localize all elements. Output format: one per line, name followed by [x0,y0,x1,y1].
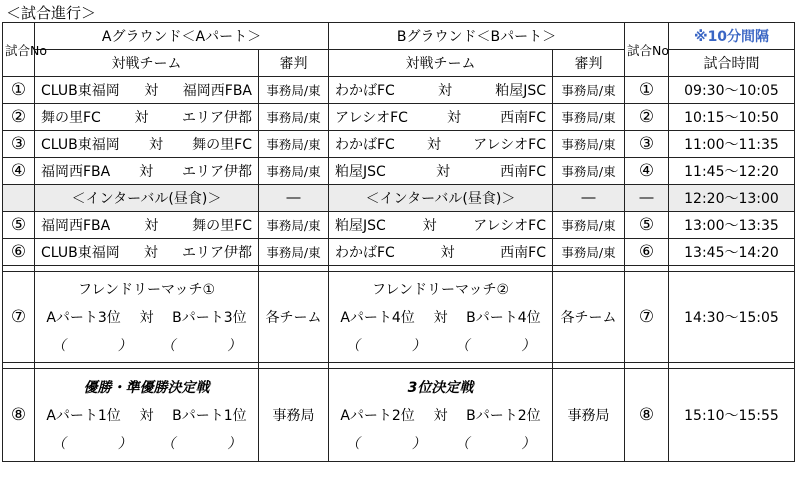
b-team2: 粕屋JSC [495,83,546,99]
a-team1: 福岡西FBA [41,218,111,234]
b-referee: 事務局/東 [553,104,625,131]
match-row [3,104,795,131]
a-referee: 事務局/東 [259,104,329,131]
friendly-row [3,272,795,363]
b-team2: 西南FC [500,245,546,261]
interval-b-dash: ― [553,185,625,212]
header-a-ground: Aグラウンド＜Aパート＞ [35,23,329,50]
match-time: 09:30～10:05 [669,77,795,104]
match-no: ② [3,104,35,131]
a-referee: 事務局/東 [259,212,329,239]
interval-time: 12:20～13:00 [669,185,795,212]
vs-label: 対 [426,137,441,153]
vs-label: 対 [447,110,462,126]
match-time: 11:00～11:35 [669,131,795,158]
match-row [3,212,795,239]
header-a-referee: 審判 [259,50,329,77]
header-time: 試合時間 [669,50,795,77]
final-a-team2: Bパート1位 [172,408,247,424]
b-team1: アレシオFC [335,110,408,126]
final-a-block [35,369,259,462]
header-b-teams: 対戦チーム [329,50,553,77]
final-b-team1: Aパート2位 [340,408,415,424]
final-a-referee: 事務局 [259,369,329,462]
b-team1: わかばFC [335,83,395,99]
page-title: ＜試合進行＞ [6,4,97,22]
a-team1: 舞の里FC [41,110,101,126]
match-no: ⑥ [3,239,35,266]
paren-open: （ [161,436,176,452]
interval-b-label: ＜インターバル(昼食)＞ [329,185,553,212]
match-no-right: ① [625,77,669,104]
a-match [35,212,259,239]
a-referee: 事務局/東 [259,158,329,185]
a-team2: 舞の里FC [192,218,252,234]
b-team1: 粕屋JSC [335,164,386,180]
friendly-a-title: フレンドリーマッチ① [77,282,216,298]
interval-a-label: ＜インターバル(昼食)＞ [35,185,259,212]
b-team2: 西南FC [500,164,546,180]
paren-open: （ [455,436,470,452]
vs-label: 対 [144,218,159,234]
final-b-team2: Bパート2位 [466,408,541,424]
header-b-ground: Bグラウンド＜Bパート＞ [329,23,625,50]
final-no: ⑧ [3,369,35,462]
vs-label: 対 [148,137,163,153]
friendly-a-team2: Bパート3位 [172,310,247,326]
b-match [329,131,553,158]
a-team1: CLUB東福岡 [41,245,120,261]
vs-label: 対 [422,218,437,234]
paren-open: （ [455,338,470,354]
vs-label: 対 [143,245,158,261]
a-match [35,239,259,266]
b-team1: わかばFC [335,245,395,261]
final-b-title: 3位決定戦 [407,380,474,396]
friendly-a-referee: 各チーム [259,272,329,363]
vs-label: 対 [139,408,154,424]
final-time: 15:10～15:55 [669,369,795,462]
b-team1: わかばFC [335,137,395,153]
a-team2: エリア伊都 [181,164,252,180]
friendly-no-right: ⑦ [625,272,669,363]
match-row [3,239,795,266]
paren-close: ） [227,338,242,354]
match-time: 10:15～10:50 [669,104,795,131]
vs-label: 対 [134,110,149,126]
match-no-right: ④ [625,158,669,185]
header-notice: ※10分間隔 [669,23,795,50]
b-match [329,104,553,131]
friendly-no: ⑦ [3,272,35,363]
paren-close: ） [411,436,426,452]
friendly-b-block [329,272,553,363]
match-no: ③ [3,131,35,158]
b-referee: 事務局/東 [553,239,625,266]
final-b-referee: 事務局 [553,369,625,462]
b-match [329,158,553,185]
paren-close: ） [227,436,242,452]
interval-no [3,185,35,212]
vs-label: 対 [433,408,448,424]
paren-close: ） [411,338,426,354]
b-referee: 事務局/東 [553,77,625,104]
b-match [329,212,553,239]
vs-label: 対 [440,245,455,261]
a-match [35,104,259,131]
paren-close: ） [521,436,536,452]
final-b-block [329,369,553,462]
paren-open: （ [345,338,360,354]
match-row [3,131,795,158]
b-referee: 事務局/東 [553,212,625,239]
a-match [35,77,259,104]
a-team2: 福岡西FBA [182,83,252,99]
paren-close: ） [117,338,132,354]
paren-open: （ [161,338,176,354]
a-team1: CLUB東福岡 [41,83,120,99]
match-row [3,77,795,104]
match-no-right: ⑥ [625,239,669,266]
a-referee: 事務局/東 [259,131,329,158]
b-match [329,239,553,266]
match-no-right: ⑤ [625,212,669,239]
interval-no-dash: ― [625,185,669,212]
interval-row [3,185,795,212]
final-a-team1: Aパート1位 [46,408,121,424]
b-team2: アレシオFC [473,137,546,153]
interval-a-dash: ― [259,185,329,212]
b-team2: 西南FC [500,110,546,126]
match-no-right: ③ [625,131,669,158]
paren-open: （ [345,436,360,452]
paren-open: （ [51,338,66,354]
vs-label: 対 [139,310,154,326]
a-match [35,158,259,185]
vs-label: 対 [139,164,154,180]
header-row-1 [3,23,795,50]
b-referee: 事務局/東 [553,158,625,185]
header-b-referee: 審判 [553,50,625,77]
final-row [3,369,795,462]
match-no: ④ [3,158,35,185]
a-team1: CLUB東福岡 [41,137,120,153]
friendly-b-referee: 各チーム [553,272,625,363]
match-time: 11:45～12:20 [669,158,795,185]
header-row-2 [3,50,795,77]
match-time: 13:00～13:35 [669,212,795,239]
b-team1: 粕屋JSC [335,218,386,234]
b-match [329,77,553,104]
header-match-no: 試合No [3,23,35,77]
friendly-b-team2: Bパート4位 [466,310,541,326]
final-no-right: ⑧ [625,369,669,462]
a-team1: 福岡西FBA [41,164,111,180]
friendly-b-team1: Aパート4位 [340,310,415,326]
paren-close: ） [521,338,536,354]
a-referee: 事務局/東 [259,239,329,266]
final-a-title: 優勝・準優勝決定戦 [83,380,210,396]
a-referee: 事務局/東 [259,77,329,104]
a-team2: エリア伊都 [181,245,252,261]
friendly-a-team1: Aパート3位 [46,310,121,326]
match-no-right: ② [625,104,669,131]
a-team2: エリア伊都 [181,110,252,126]
vs-label: 対 [438,83,453,99]
vs-label: 対 [435,164,450,180]
header-a-teams: 対戦チーム [35,50,259,77]
match-no: ① [3,77,35,104]
schedule-table [2,22,795,462]
vs-label: 対 [433,310,448,326]
paren-close: ） [117,436,132,452]
b-referee: 事務局/東 [553,131,625,158]
match-time: 13:45～14:20 [669,239,795,266]
match-no: ⑤ [3,212,35,239]
b-team2: アレシオFC [473,218,546,234]
friendly-a-block [35,272,259,363]
a-match [35,131,259,158]
header-match-no-right: 試合No [625,23,669,77]
a-team2: 舞の里FC [192,137,252,153]
friendly-time: 14:30～15:05 [669,272,795,363]
vs-label: 対 [144,83,159,99]
friendly-b-title: フレンドリーマッチ② [371,282,510,298]
paren-open: （ [51,436,66,452]
match-row [3,158,795,185]
